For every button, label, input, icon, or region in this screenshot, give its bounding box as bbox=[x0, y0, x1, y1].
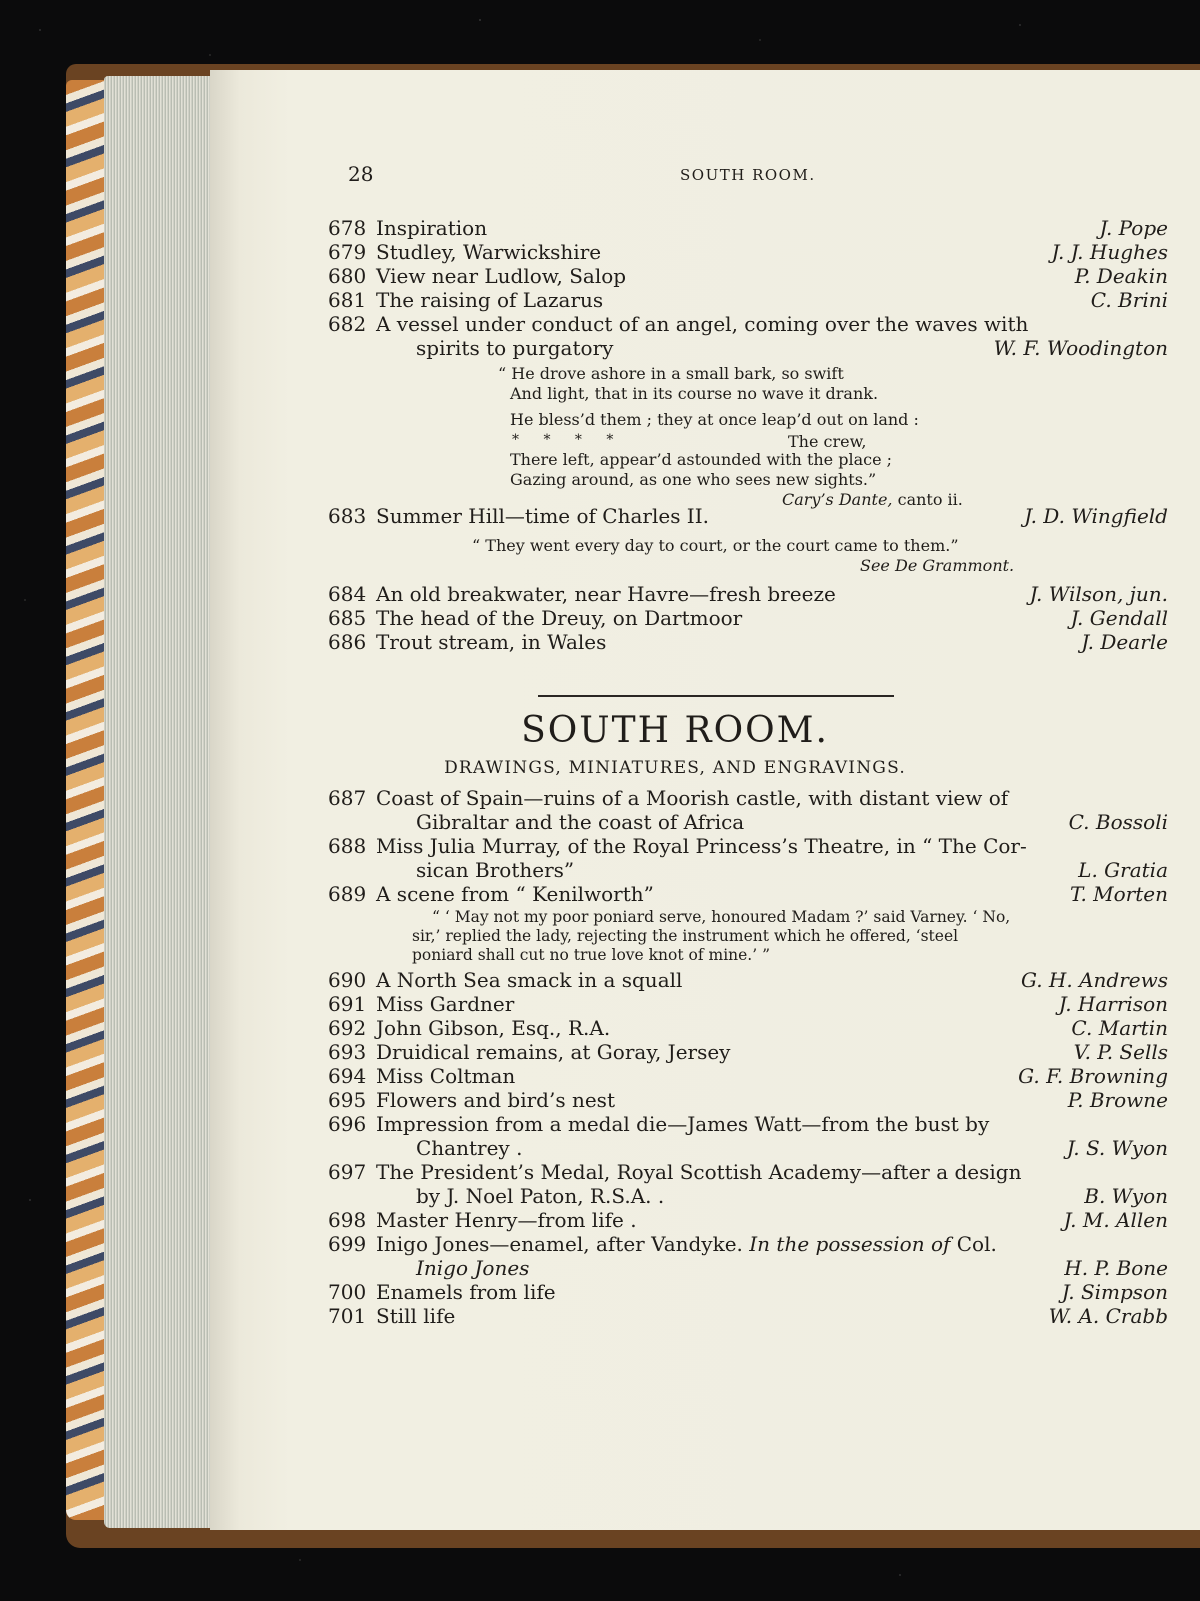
entry-number: 691 bbox=[328, 992, 367, 1016]
entry-title: Enamels from life bbox=[376, 1280, 556, 1304]
entry-artist: W. F. Woodington bbox=[993, 336, 1168, 360]
quote-line: “ They went every day to court, or the court came to them.” bbox=[472, 536, 959, 555]
entry-title-continued: Inigo Jones bbox=[416, 1256, 530, 1280]
entry-artist: J. Simpson bbox=[1061, 1280, 1168, 1304]
book-page bbox=[210, 70, 1200, 1530]
entry-number: 694 bbox=[328, 1064, 367, 1088]
entry-number: 679 bbox=[328, 240, 367, 264]
entry-number: 690 bbox=[328, 968, 367, 992]
asterisks: * * * * bbox=[512, 432, 624, 448]
entry-title: Miss Coltman bbox=[376, 1064, 516, 1088]
catalogue-entry bbox=[328, 1016, 1168, 1040]
catalogue-entry bbox=[328, 288, 1168, 312]
quote-line: There left, appear’d astounded with the place ; bbox=[510, 450, 893, 469]
quote-line: He bless’d them ; they at once leap’d out on land : bbox=[510, 410, 919, 429]
entry-number: 692 bbox=[328, 1016, 367, 1040]
quote-line: The crew, bbox=[788, 432, 867, 451]
entry-artist: J. J. Hughes bbox=[1051, 240, 1168, 264]
entry-number: 686 bbox=[328, 630, 367, 654]
entry-artist: T. Morten bbox=[1070, 882, 1168, 906]
entry-title: Summer Hill—time of Charles II. bbox=[376, 504, 709, 528]
entry-artist: J. Pope bbox=[1099, 216, 1168, 240]
entry-artist: C. Bossoli bbox=[1068, 810, 1168, 834]
section-title: SOUTH ROOM. bbox=[521, 710, 829, 751]
entry-number: 678 bbox=[328, 216, 367, 240]
entry-title: Miss Julia Murray, of the Royal Princess’s Theatre, in “ The Cor- bbox=[376, 834, 1027, 858]
entry-number: 688 bbox=[328, 834, 367, 858]
catalogue-entry bbox=[328, 882, 1168, 906]
entry-title: A scene from “ Kenilworth” bbox=[376, 882, 654, 906]
entry-title: Flowers and bird’s nest bbox=[376, 1088, 615, 1112]
entry-title: Miss Gardner bbox=[376, 992, 515, 1016]
catalogue-entry bbox=[328, 582, 1168, 606]
running-head: SOUTH ROOM. bbox=[680, 166, 816, 184]
entry-number: 693 bbox=[328, 1040, 367, 1064]
entry-title: Inspiration bbox=[376, 216, 488, 240]
quotation-kenilworth bbox=[412, 908, 1010, 965]
entry-title-continued: sican Brothers” bbox=[416, 858, 575, 882]
section-subtitle: DRAWINGS, MINIATURES, AND ENGRAVINGS. bbox=[444, 758, 906, 778]
catalogue-entry bbox=[328, 786, 1168, 834]
entry-title-continued: Chantrey . bbox=[416, 1136, 523, 1160]
quote-line: sir,’ replied the lady, rejecting the instrument which he offered, ‘steel bbox=[412, 927, 959, 945]
quote-line: Gazing around, as one who sees new sights.” bbox=[510, 470, 877, 489]
entry-title: Master Henry—from life . bbox=[376, 1208, 637, 1232]
quote-source: See De Grammont. bbox=[860, 556, 1015, 575]
page-edges bbox=[104, 76, 214, 1528]
entry-artist: P. Deakin bbox=[1074, 264, 1168, 288]
entry-artist: H. P. Bone bbox=[1064, 1256, 1168, 1280]
entry-artist: G. H. Andrews bbox=[1020, 968, 1168, 992]
entry-number: 696 bbox=[328, 1112, 367, 1136]
catalogue-entry bbox=[328, 216, 1168, 240]
catalogue-entry bbox=[328, 630, 1168, 654]
entry-number: 684 bbox=[328, 582, 367, 606]
entry-title: Druidical remains, at Goray, Jersey bbox=[376, 1040, 731, 1064]
entry-title: View near Ludlow, Salop bbox=[376, 264, 627, 288]
quote-line: poniard shall cut no true love knot of mine.’ ” bbox=[412, 946, 771, 964]
quote-source: Cary’s Dante, canto ii. bbox=[782, 490, 963, 509]
entry-title: The President’s Medal, Royal Scottish Academy—after a design bbox=[376, 1160, 1022, 1184]
catalogue-entry bbox=[328, 240, 1168, 264]
entry-artist: J. Gendall bbox=[1070, 606, 1168, 630]
catalogue-entry bbox=[328, 312, 1168, 360]
entry-title: Coast of Spain—ruins of a Moorish castle, with distant view of bbox=[376, 786, 1009, 810]
catalogue-entry bbox=[328, 504, 1168, 528]
catalogue-entry bbox=[328, 1040, 1168, 1064]
section-divider bbox=[538, 695, 894, 697]
quote-line: “ He drove ashore in a small bark, so swift bbox=[498, 364, 844, 383]
entry-number: 680 bbox=[328, 264, 367, 288]
entry-title-continued: by J. Noel Paton, R.S.A. . bbox=[416, 1184, 665, 1208]
entry-number: 689 bbox=[328, 882, 367, 906]
catalogue-entry bbox=[328, 1304, 1168, 1328]
entry-artist: V. P. Sells bbox=[1073, 1040, 1168, 1064]
entry-number: 687 bbox=[328, 786, 367, 810]
page-number: 28 bbox=[348, 162, 374, 186]
quotation-dante bbox=[498, 364, 963, 510]
entry-title: Trout stream, in Wales bbox=[376, 630, 607, 654]
entry-title: Still life bbox=[376, 1304, 456, 1328]
entry-number: 685 bbox=[328, 606, 367, 630]
entry-artist: J. Dearle bbox=[1081, 630, 1168, 654]
entry-title: A vessel under conduct of an angel, coming over the waves with bbox=[376, 312, 1029, 336]
quote-line: And light, that in its course no wave it drank. bbox=[510, 384, 879, 403]
catalogue-entry bbox=[328, 264, 1168, 288]
entry-artist: J. S. Wyon bbox=[1066, 1136, 1168, 1160]
entry-title: Impression from a medal die—James Watt—from the bust by bbox=[376, 1112, 990, 1136]
entry-artist: J. M. Allen bbox=[1063, 1208, 1168, 1232]
catalogue-entry bbox=[328, 1064, 1168, 1088]
entry-title: A North Sea smack in a squall bbox=[376, 968, 683, 992]
catalogue-entry bbox=[328, 1232, 1168, 1280]
entry-number: 698 bbox=[328, 1208, 367, 1232]
entry-title: Inigo Jones—enamel, after Vandyke. In the possession of Col. bbox=[376, 1232, 997, 1256]
entry-number: 697 bbox=[328, 1160, 367, 1184]
catalogue-entry bbox=[328, 1280, 1168, 1304]
entry-artist: L. Gratia bbox=[1078, 858, 1168, 882]
catalogue-entry bbox=[328, 1160, 1168, 1208]
catalogue-entry bbox=[328, 992, 1168, 1016]
entry-artist: C. Brini bbox=[1090, 288, 1168, 312]
page-header bbox=[210, 162, 1200, 192]
entry-artist: B. Wyon bbox=[1084, 1184, 1168, 1208]
entry-title: John Gibson, Esq., R.A. bbox=[376, 1016, 611, 1040]
entry-artist: J. Harrison bbox=[1058, 992, 1168, 1016]
entry-artist: J. D. Wingfield bbox=[1024, 504, 1168, 528]
catalogue-entry bbox=[328, 968, 1168, 992]
entry-number: 683 bbox=[328, 504, 367, 528]
entry-number: 701 bbox=[328, 1304, 367, 1328]
quote-line: “ ‘ May not my poor poniard serve, honoured Madam ?’ said Varney. ‘ No, bbox=[432, 908, 1011, 926]
catalogue-entry bbox=[328, 834, 1168, 882]
entry-number: 695 bbox=[328, 1088, 367, 1112]
entry-title: Studley, Warwickshire bbox=[376, 240, 602, 264]
entry-artist: G. F. Browning bbox=[1018, 1064, 1168, 1088]
entry-title: The raising of Lazarus bbox=[376, 288, 604, 312]
entry-title: The head of the Dreuy, on Dartmoor bbox=[376, 606, 743, 630]
entry-artist: W. A. Crabb bbox=[1048, 1304, 1168, 1328]
quotation-grammont bbox=[472, 536, 1014, 576]
catalogue-entry bbox=[328, 606, 1168, 630]
catalogue-entry bbox=[328, 1088, 1168, 1112]
entry-number: 682 bbox=[328, 312, 367, 336]
catalogue-entry bbox=[328, 1208, 1168, 1232]
entry-number: 699 bbox=[328, 1232, 367, 1256]
entry-title: An old breakwater, near Havre—fresh breeze bbox=[376, 582, 836, 606]
catalogue-entry bbox=[328, 1112, 1168, 1160]
entry-artist: P. Browne bbox=[1067, 1088, 1168, 1112]
entry-title-continued: Gibraltar and the coast of Africa bbox=[416, 810, 745, 834]
entry-artist: C. Martin bbox=[1071, 1016, 1168, 1040]
entry-title-continued: spirits to purgatory bbox=[416, 336, 614, 360]
entry-artist: J. Wilson, jun. bbox=[1029, 582, 1168, 606]
entry-number: 700 bbox=[328, 1280, 367, 1304]
entry-number: 681 bbox=[328, 288, 367, 312]
